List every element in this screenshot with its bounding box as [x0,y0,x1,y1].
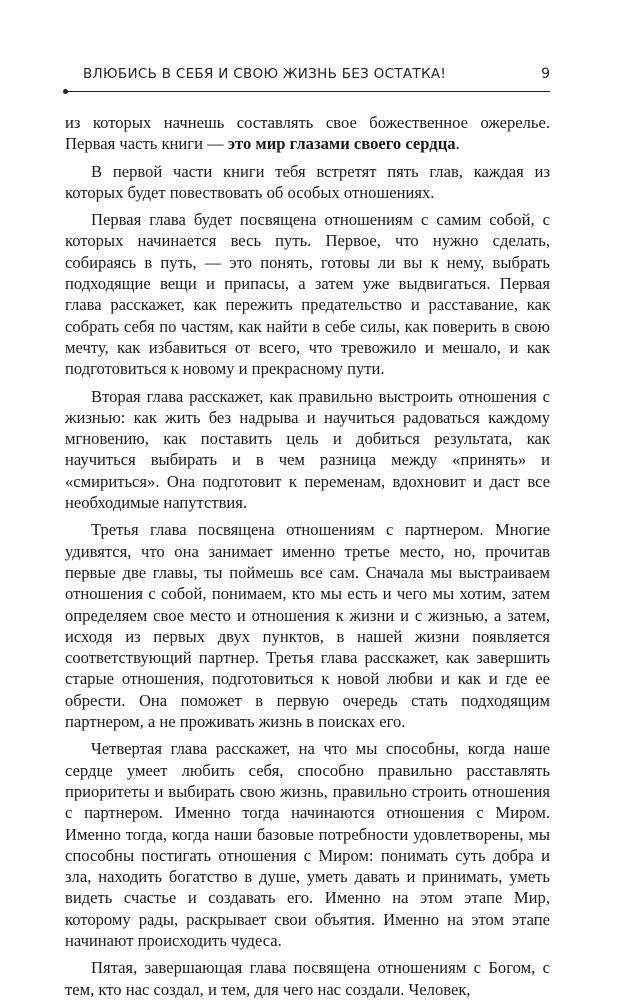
running-title: ВЛЮБИСЬ В СЕБЯ И СВОЮ ЖИЗНЬ БЕЗ ОСТАТКА! [83,66,447,82]
running-header [65,66,550,90]
paragraph-1-bold: это мир глазами своего сердца [227,134,456,154]
paragraph-7: Пятая, завершающая глава посвящена отношениям с Богом, с тем, кто нас создал, и тем, для чего нас создали. Человек, [65,958,550,999]
paragraph-3: Первая глава будет посвящена отношениям с самим собой, с которых начинается весь путь. Первое, что нужно сделать, собираясь в путь, — это понять, готовы ли вы к нему, выбрать подходящие вещи и припасы, а затем уже выдвигаться. Первая глава расскажет, как пережить предательство и расставание, как собрать себя по частям, как найти в себе силы, как поверить в свою мечту, как избавиться от всего, что тревожило и мешало, и как подготовиться к новому и прекрасному пути. [65,210,550,379]
paragraph-4: Вторая глава расскажет, как правильно выстроить отношения с жизнью: как жить без надрыва и научиться радоваться каждому мгновению, как поставить цель и добиться результата, как научиться выбирать и в чем разница между «принять» и «смириться». Она подготовит к переменам, вдохновит и даст все необходимые напутствия. [65,386,550,513]
paragraph-2: В первой части книги тебя встретят пять глав, каждая из которых будет повествовать об особых отношениях. [65,161,550,202]
page-number: 9 [541,66,550,82]
page-body [65,112,550,1000]
paragraph-6: Четвертая глава расскажет, на что мы способны, когда наше сердце умеет любить себя, способно правильно расставлять приоритеты и выбирать свою жизнь, правильно строить отношения с партнером. Именно тогда начинаются отношения с Миром. Именно тогда, когда наши базовые потребности удовлетворены, мы способны постигать отношения с Миром: понимать суть добра и зла, находить богатство в душе, уметь давать и принимать, уметь видеть счастье и создавать его. Именно на этом этапе Мир, которому рады, раскрывает свои объятия. Именно на этом этапе начинают происходить чудеса. [65,739,550,950]
paragraph-1 [65,112,550,155]
header-rule-dot [63,89,68,94]
header-rule [65,91,550,92]
paragraph-1-text: из которых начнешь составлять свое божественное ожерелье. Первая часть книги — [65,113,550,154]
paragraph-5: Третья глава посвящена отношениям с партнером. Многие удивятся, что она занимает именно третье место, но, прочитав первые две главы, ты поймешь все сам. Сначала мы выстраиваем отношения с собой, понимаем, кто мы есть и чего мы хотим, затем определяем свое место и отношения к жизни и с жизнью, а затем, исходя из первых двух пунктов, в нашей жизни появляется соответствующий партнер. Третья глава расскажет, как завершить старые отношения, подготовиться к новой любви и как и где ее обрести. Она поможет в первую очередь стать подходящим партнером, а не проживать жизнь в поисках его. [65,520,550,732]
paragraph-1-end: . [455,134,460,154]
